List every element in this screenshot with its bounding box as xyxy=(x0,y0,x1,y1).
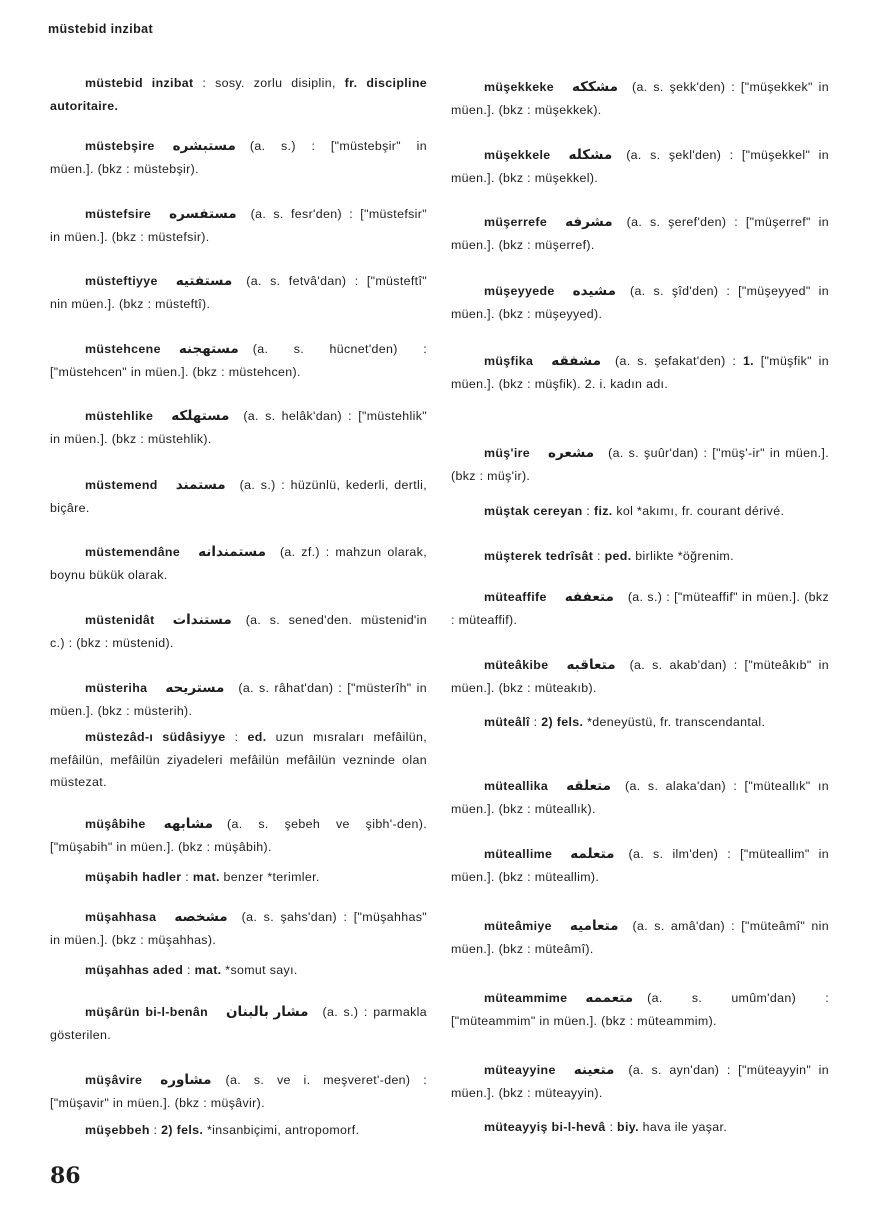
headword: müstefsire xyxy=(85,207,152,221)
field-label: fr. discipline autoritaire. xyxy=(50,76,427,113)
definition: (a. s. şeref'den) : ["müşerref" in müen.]. (bkz : müşerref). xyxy=(451,215,829,252)
dictionary-entry xyxy=(50,906,427,951)
headword: müstezâd-ı südâsiyye xyxy=(85,730,226,744)
headword: müstehlike xyxy=(85,409,154,423)
headword: müstenidât xyxy=(85,613,155,627)
headword: müşterek tedrîsât xyxy=(484,549,594,563)
dictionary-entry xyxy=(451,915,829,960)
headword: müteallime xyxy=(484,847,553,861)
definition-tail: kol *akımı, fr. courant dérivé. xyxy=(612,504,785,518)
headword: müşeyyede xyxy=(484,284,555,298)
definition: : xyxy=(149,1123,162,1137)
headword: müşâvire xyxy=(85,1073,143,1087)
definition: (a. s. şuûr'dan) : ["müş'-ir" in müen.]. (bkz : müş'ir). xyxy=(451,446,829,483)
arabic-script: متعلقه xyxy=(566,778,612,794)
dictionary-entry xyxy=(451,545,829,568)
dictionary-entry xyxy=(451,442,829,487)
definition-tail: *deneyüstü, fr. transcendantal. xyxy=(583,715,766,729)
arabic-script: مستهجنه xyxy=(178,341,239,357)
field-label: mat. xyxy=(194,963,222,977)
definition: : xyxy=(183,963,195,977)
definition: : xyxy=(225,730,248,744)
definition: (a. s. şekl'den) : ["müşekkel" in müen.]. (bkz : müşekkel). xyxy=(451,148,829,185)
headword: müşahhas aded xyxy=(85,963,184,977)
dictionary-entry xyxy=(50,813,427,858)
definition: (a. zf.) : mahzun olarak, boynu bükük olarak. xyxy=(50,545,427,582)
headword: müteayyiş bi-l-hevâ xyxy=(484,1120,606,1134)
headword: müş'ire xyxy=(484,446,531,460)
definition: (a. s.) : hüzünlü, kederli, dertli, biçâre. xyxy=(50,478,427,515)
field-label: 2) fels. xyxy=(161,1123,204,1137)
definition-tail: benzer *terimler. xyxy=(219,870,320,884)
arabic-script: مستريحه xyxy=(165,680,225,696)
definition: (a. s. şahs'dan) : ["müşahhas" in müen.]. (bkz : müşahhas). xyxy=(50,910,427,947)
headword: müteammime xyxy=(484,991,568,1005)
dictionary-entry xyxy=(451,76,829,121)
dictionary-entry xyxy=(451,987,829,1032)
arabic-script: مشككه xyxy=(571,79,618,95)
arabic-script: مستفسره xyxy=(169,206,237,222)
headword: müstemend xyxy=(85,478,158,492)
dictionary-entry xyxy=(50,135,427,180)
headword: müştak cereyan xyxy=(484,504,583,518)
headword: müteayyine xyxy=(484,1063,556,1077)
definition: (a. s. şîd'den) : ["müşeyyed" in müen.]. (bkz : müşeyyed). xyxy=(451,284,829,321)
arabic-script: متعينه xyxy=(573,1062,615,1078)
definition: (a. s. ve i. meşveret'-den) : ["müşavir" in müen.]. (bkz : müşâvir). xyxy=(50,1073,427,1110)
definition: (a. s. helâk'dan) : ["müstehlik" in müen.]. (bkz : müstehlik). xyxy=(50,409,427,446)
arabic-script: مشاوره xyxy=(160,1072,212,1088)
definition: (a. s. sened'den. müstenid'in c.) : (bkz : müstenid). xyxy=(50,613,427,650)
dictionary-entry xyxy=(50,609,427,654)
arabic-script: مشار بالبنان xyxy=(226,1004,309,1020)
definition: (a. s. fesr'den) : ["müstefsir" in müen.]. (bkz : müstefsir). xyxy=(50,207,427,244)
arabic-script: متعممه xyxy=(585,990,634,1006)
dictionary-entry xyxy=(50,405,427,450)
definition-tail: uzun mısraları mefâilün, mefâilün, mefâilün ziyadeleri mefâilün mefâilün vezninde olan müstezat. xyxy=(50,730,427,789)
arabic-script: مستمند xyxy=(175,477,226,493)
headword: müteaffife xyxy=(484,590,547,604)
headword: müşâbihe xyxy=(85,817,146,831)
dictionary-entry xyxy=(50,677,427,722)
definition: (a. s. şefakat'den) : xyxy=(615,354,743,368)
definition: (a. s. amâ'dan) : ["müteâmî" nin müen.]. (bkz : müteâmî). xyxy=(451,919,829,956)
headword: müstemendâne xyxy=(85,545,181,559)
arabic-script: متعلمه xyxy=(570,846,615,862)
dictionary-entry xyxy=(451,775,829,820)
headword: müşabih hadler xyxy=(85,870,182,884)
headword: müsteftiyye xyxy=(85,274,158,288)
definition: (a. s. ilm'den) : ["müteallim" in müen.]. (bkz : müteallim). xyxy=(451,847,829,884)
dictionary-entry xyxy=(451,211,829,256)
headword: müstebşire xyxy=(85,139,155,153)
dictionary-entry xyxy=(451,144,829,189)
headword: müteallika xyxy=(484,779,549,793)
page-number: 86 xyxy=(50,1163,81,1189)
headword: müteâmiye xyxy=(484,919,552,933)
field-label: 1. xyxy=(742,354,754,368)
definition: (a. s. akab'dan) : ["müteâkıb" in müen.]. (bkz : müteakıb). xyxy=(451,658,829,695)
dictionary-entry xyxy=(50,1069,427,1114)
dictionary-entry xyxy=(451,1059,829,1104)
arabic-script: متعففه xyxy=(564,589,614,605)
dictionary-entry xyxy=(50,338,427,383)
arabic-script: مشكله xyxy=(568,147,613,163)
headword: müşerrefe xyxy=(484,215,548,229)
dictionary-entry xyxy=(50,541,427,586)
arabic-script: مشيده xyxy=(572,283,617,299)
dictionary-entry xyxy=(451,711,829,734)
arabic-script: متعاقبه xyxy=(566,657,616,673)
dictionary-entry xyxy=(50,959,427,982)
arabic-script: مشابهه xyxy=(163,816,213,832)
headword: müşahhasa xyxy=(85,910,157,924)
dictionary-entry xyxy=(451,586,829,631)
definition: (a. s.) : ["müstebşir" in müen.]. (bkz : müstebşir). xyxy=(50,139,427,176)
dictionary-entry xyxy=(50,1001,427,1046)
definition: : xyxy=(605,1120,618,1134)
arabic-script: مستفتيه xyxy=(175,273,233,289)
field-label: fiz. xyxy=(593,504,613,518)
definition: (a. s. alaka'dan) : ["müteallık" ın müen.]. (bkz : müteallık). xyxy=(451,779,829,816)
arabic-script: مستبشره xyxy=(172,138,236,154)
field-label: mat. xyxy=(192,870,220,884)
dictionary-entry xyxy=(50,270,427,315)
headword: müşekkeke xyxy=(484,80,554,94)
definition: (a. s.) : ["müteaffif" in müen.]. (bkz : müteaffif). xyxy=(451,590,829,627)
definition: (a. s. râhat'dan) : ["müsterîh" in müen.]. (bkz : müsterih). xyxy=(50,681,427,718)
dictionary-entry xyxy=(451,280,829,325)
definition-tail: hava ile yaşar. xyxy=(638,1120,728,1134)
field-label: ed. xyxy=(247,730,267,744)
headword: müşebbeh xyxy=(85,1123,150,1137)
dictionary-entry xyxy=(50,1119,427,1142)
definition: (a. s. şekk'den) : ["müşekkek" in müen.]. (bkz : müşekkek). xyxy=(451,80,829,117)
dictionary-entry xyxy=(50,474,427,519)
definition: : xyxy=(529,715,542,729)
dictionary-entry xyxy=(451,350,829,395)
dictionary-entry xyxy=(50,203,427,248)
headword: müşârün bi-l-benân xyxy=(85,1005,209,1019)
headword: müstebid inzibat xyxy=(85,76,194,90)
arabic-script: متعاميه xyxy=(569,918,619,934)
arabic-script: مشفقه xyxy=(551,353,601,369)
dictionary-entry xyxy=(50,866,427,889)
arabic-script: مشعره xyxy=(548,445,595,461)
headword: müşekkele xyxy=(484,148,551,162)
headword: müsteriha xyxy=(85,681,148,695)
dictionary-entry xyxy=(451,1116,829,1139)
definition: (a. s.) : parmakla gösterilen. xyxy=(50,1005,427,1042)
arabic-script: مستهلكه xyxy=(171,408,230,424)
definition-tail: birlikte *öğrenim. xyxy=(631,549,734,563)
arabic-script: مشرفه xyxy=(565,214,613,230)
definition: (a. s. hücnet'den) : ["müstehcen" in müen.]. (bkz : müstehcen). xyxy=(50,342,427,379)
headword: müşfika xyxy=(484,354,534,368)
definition: (a. s. şebeh ve şibh'-den). ["müşabih" in müen.]. (bkz : müşâbih). xyxy=(50,817,427,854)
field-label: ped. xyxy=(604,549,632,563)
dictionary-entry xyxy=(451,654,829,699)
definition: (a. s. umûm'dan) : ["müteammim" in müen.]. (bkz : müteammim). xyxy=(451,991,829,1028)
definition-tail: *insanbiçimi, antropomorf. xyxy=(203,1123,360,1137)
running-header: müstebid inzibat xyxy=(48,22,154,36)
definition-tail: *somut sayı. xyxy=(221,963,298,977)
definition-tail: ["müşfik" in müen.]. (bkz : müşfik). 2. i. kadın adı. xyxy=(451,354,830,391)
definition: (a. s. fetvâ'dan) : ["müsteftî" nin müen.]. (bkz : müsteftî). xyxy=(50,274,427,311)
field-label: 2) fels. xyxy=(541,715,584,729)
dictionary-entry xyxy=(451,843,829,888)
dictionary-entry xyxy=(50,726,427,794)
dictionary-entry xyxy=(451,500,829,523)
headword: müteâkibe xyxy=(484,658,549,672)
definition: : xyxy=(181,870,193,884)
dictionary-entry xyxy=(50,72,427,117)
headword: müteâlî xyxy=(484,715,530,729)
definition: : xyxy=(582,504,594,518)
arabic-script: مشخصه xyxy=(174,909,228,925)
arabic-script: مستمندانه xyxy=(198,544,266,560)
definition: : xyxy=(593,549,605,563)
definition: : sosy. zorlu disiplin, xyxy=(193,76,345,90)
definition: (a. s. ayn'dan) : ["müteayyin" in müen.]. (bkz : müteayyin). xyxy=(451,1063,829,1100)
headword: müstehcene xyxy=(85,342,161,356)
arabic-script: مستندات xyxy=(172,612,232,628)
field-label: biy. xyxy=(617,1120,639,1134)
